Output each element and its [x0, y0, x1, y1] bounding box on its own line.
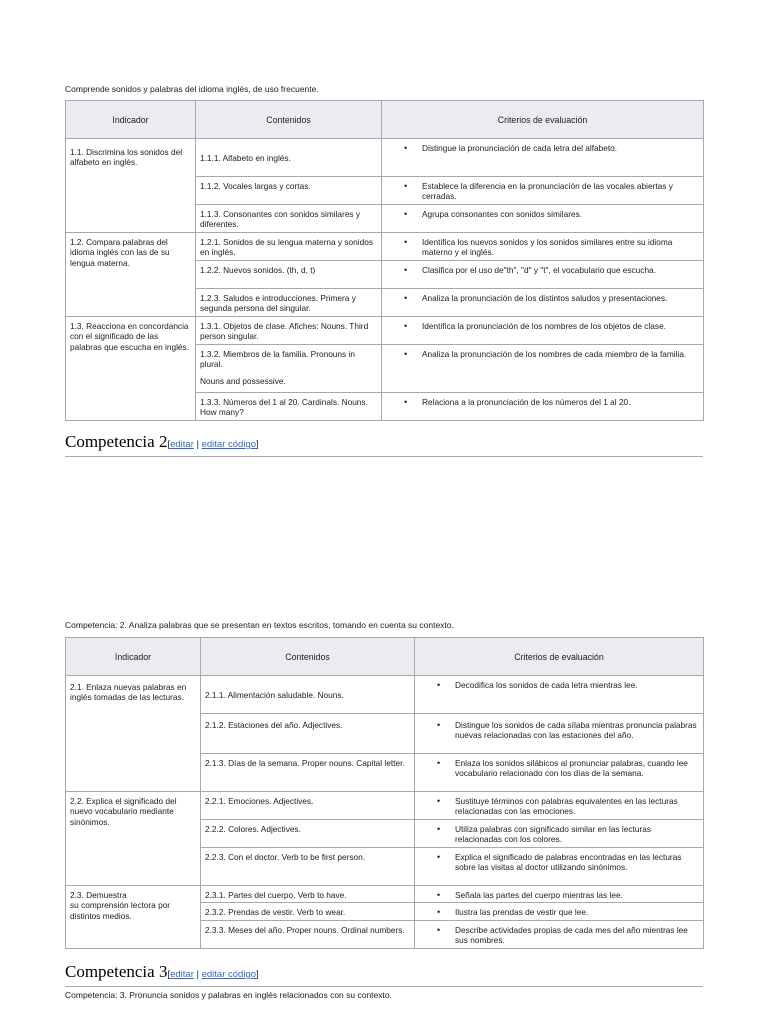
header-contents: Contenidos [201, 638, 415, 676]
criteria-item: • Describe actividades propias de cada mes del año mientras lee sus nombres. [455, 925, 699, 946]
content-cell: 2.3.3. Meses del año. Proper nouns. Ordinal numbers. [201, 920, 415, 948]
content-cell: 1.2.3. Saludos e introducciones. Primera y segunda persona del singular. [196, 289, 382, 317]
edit-links: [editar | editar código] [167, 439, 259, 450]
content-cell: 2.3.2. Prendas de vestir. Verb to wear. [201, 903, 415, 920]
content-cell: 2.2.3. Con el doctor. Verb to be first person. [201, 848, 415, 886]
criteria-item: • Establece la diferencia en la pronunciación de las vocales abiertas y cerradas. [422, 181, 699, 202]
indicator-cell: 1.3. Reacciona en concordancia con el significado de las palabras que escucha en inglés. [66, 317, 196, 421]
section1-caption: Comprende sonidos y palabras del idioma inglés, de uso frecuente. [65, 84, 319, 94]
criteria-item: • Identifica la pronunciación de los nombres de los objetos de clase. [422, 321, 699, 331]
content-cell: 2.2.1. Emociones. Adjectives. [201, 792, 415, 820]
criteria-item: • Utiliza palabras con significado similar en las lecturas relacionadas con los colores. [455, 824, 699, 845]
criteria-item: • Señala las partes del cuerpo mientras las lee. [455, 890, 699, 900]
criteria-item: • Clasifica por el uso de"th", "d" y "t", el vocabulario que escucha. [422, 265, 699, 275]
content-cell: 1.2.2. Nuevos sonidos. (th, d, t) [196, 261, 382, 289]
criteria-cell [415, 848, 704, 886]
content-cell: 1.1.1. Alfabeto en inglés. [196, 139, 382, 177]
indicator-cell: 2.1. Enlaza nuevas palabras en inglés tomadas de las lecturas. [66, 676, 201, 792]
heading-title: Competencia 2 [65, 432, 168, 451]
heading-competencia-2 [65, 432, 703, 457]
section3-caption: Competencia: 3. Pronuncia sonidos y palabras en inglés relacionados con su contexto. [65, 990, 392, 1000]
table-row [66, 139, 704, 177]
criteria-cell [382, 233, 704, 261]
table-row [66, 792, 704, 820]
criteria-item: • Analiza la pronunciación de los nombres de cada miembro de la familia. [422, 349, 699, 359]
content-cell: 2.3.1. Partes del cuerpo. Verb to have. [201, 886, 415, 903]
indicator-text: 2.3. Demuestra [70, 890, 127, 900]
criteria-cell [415, 886, 704, 903]
criteria-item: • Decodifica los sonidos de cada letra mientras lee. [455, 680, 699, 690]
criteria-item: • Relaciona a la pronunciación de los números del 1 al 20. [422, 397, 699, 407]
criteria-cell [415, 754, 704, 792]
edit-links: [editar | editar código] [167, 969, 259, 980]
table-row [66, 676, 704, 714]
heading-competencia-3 [65, 962, 703, 987]
heading-title: Competencia 3 [65, 962, 168, 981]
criteria-cell [415, 903, 704, 920]
edit-source-link[interactable]: editar código [201, 969, 257, 980]
table-row [66, 886, 704, 903]
content-cell: 1.3.1. Objetos de clase. Afiches: Nouns. Third person singular. [196, 317, 382, 345]
table-row [66, 317, 704, 345]
header-indicator: Indicador [66, 101, 196, 139]
criteria-item: • Distingue la pronunciación de cada letra del alfabeto. [422, 143, 699, 153]
criteria-cell [382, 289, 704, 317]
indicator-text-cont: su comprensión lectora por distintos medios. [70, 900, 171, 921]
content-cell: 1.3.3. Números del 1 al 20. Cardinals. Nouns. How many? [196, 393, 382, 421]
table-row [66, 233, 704, 261]
content-cell: 1.1.2. Vocales largas y cortas. [196, 177, 382, 205]
content-text-extra: Nouns and possessive. [200, 375, 286, 386]
criteria-cell [382, 345, 704, 393]
criteria-cell [415, 714, 704, 754]
criteria-item: • Analiza la pronunciación de los distintos saludos y presentaciones. [422, 293, 699, 303]
content-cell: 2.2.2. Colores. Adjectives. [201, 820, 415, 848]
indicator-cell [66, 886, 201, 949]
content-cell: 1.1.3. Consonantes con sonidos similares y diferentes. [196, 205, 382, 233]
header-indicator: Indicador [66, 638, 201, 676]
header-criteria: Criterios de evaluación [415, 638, 704, 676]
criteria-cell [382, 317, 704, 345]
criteria-cell [415, 820, 704, 848]
section2-caption: Competencia: 2. Analiza palabras que se presentan en textos escritos, tomando en cuenta su contexto. [65, 620, 454, 630]
criteria-item: • Ilustra las prendas de vestir que lee. [455, 907, 699, 917]
criteria-item: • Explica el significado de palabras encontradas en las lecturas sobre las visitas al doctor utilizando sinónimos. [455, 852, 699, 873]
criteria-cell [382, 393, 704, 421]
competency1-table [65, 100, 704, 421]
criteria-cell [382, 261, 704, 289]
criteria-cell [382, 177, 704, 205]
header-contents: Contenidos [196, 101, 382, 139]
criteria-cell [382, 139, 704, 177]
criteria-item: • Sustituye términos con palabras equivalentes en las lecturas relacionadas con las emociones. [455, 796, 699, 817]
criteria-cell [415, 920, 704, 948]
content-cell [196, 345, 382, 393]
criteria-cell [415, 792, 704, 820]
indicator-cell: 1.1. Discrimina los sonidos del alfabeto en inglés. [66, 139, 196, 233]
competency2-table [65, 637, 704, 949]
header-criteria: Criterios de evaluación [382, 101, 704, 139]
criteria-cell [382, 205, 704, 233]
content-text: 1.3.2. Miembros de la familia. Pronouns in plural. [200, 349, 355, 370]
criteria-cell [415, 676, 704, 714]
content-cell: 2.1.1. Alimentación saludable. Nouns. [201, 676, 415, 714]
indicator-cell: 2.2. Explica el significado del nuevo vocabulario mediante sinónimos. [66, 792, 201, 886]
content-cell: 1.2.1. Sonidos de su lengua materna y sonidos en inglés. [196, 233, 382, 261]
indicator-cell: 1.2. Compara palabras del idioma inglés con las de su lengua materna. [66, 233, 196, 317]
content-cell: 2.1.2. Estaciones del año. Adjectives. [201, 714, 415, 754]
criteria-item: • Enlaza los sonidos silábicos al pronunciar palabras, cuando lee vocabulario relacionado con los días de la semana. [455, 758, 699, 779]
edit-link[interactable]: editar [170, 439, 194, 450]
criteria-item: • Identifica los nuevos sonidos y los sonidos similares entre su idioma materno y el inglés. [422, 237, 699, 258]
content-cell: 2.1.3. Días de la semana. Proper nouns. Capital letter. [201, 754, 415, 792]
edit-source-link[interactable]: editar código [201, 439, 257, 450]
criteria-item: • Distingue los sonidos de cada sílaba mientras pronuncia palabras nuevas relacionadas con las estaciones del año. [455, 720, 699, 741]
edit-link[interactable]: editar [170, 969, 194, 980]
criteria-item: • Agrupa consonantes con sonidos similares. [422, 209, 699, 219]
